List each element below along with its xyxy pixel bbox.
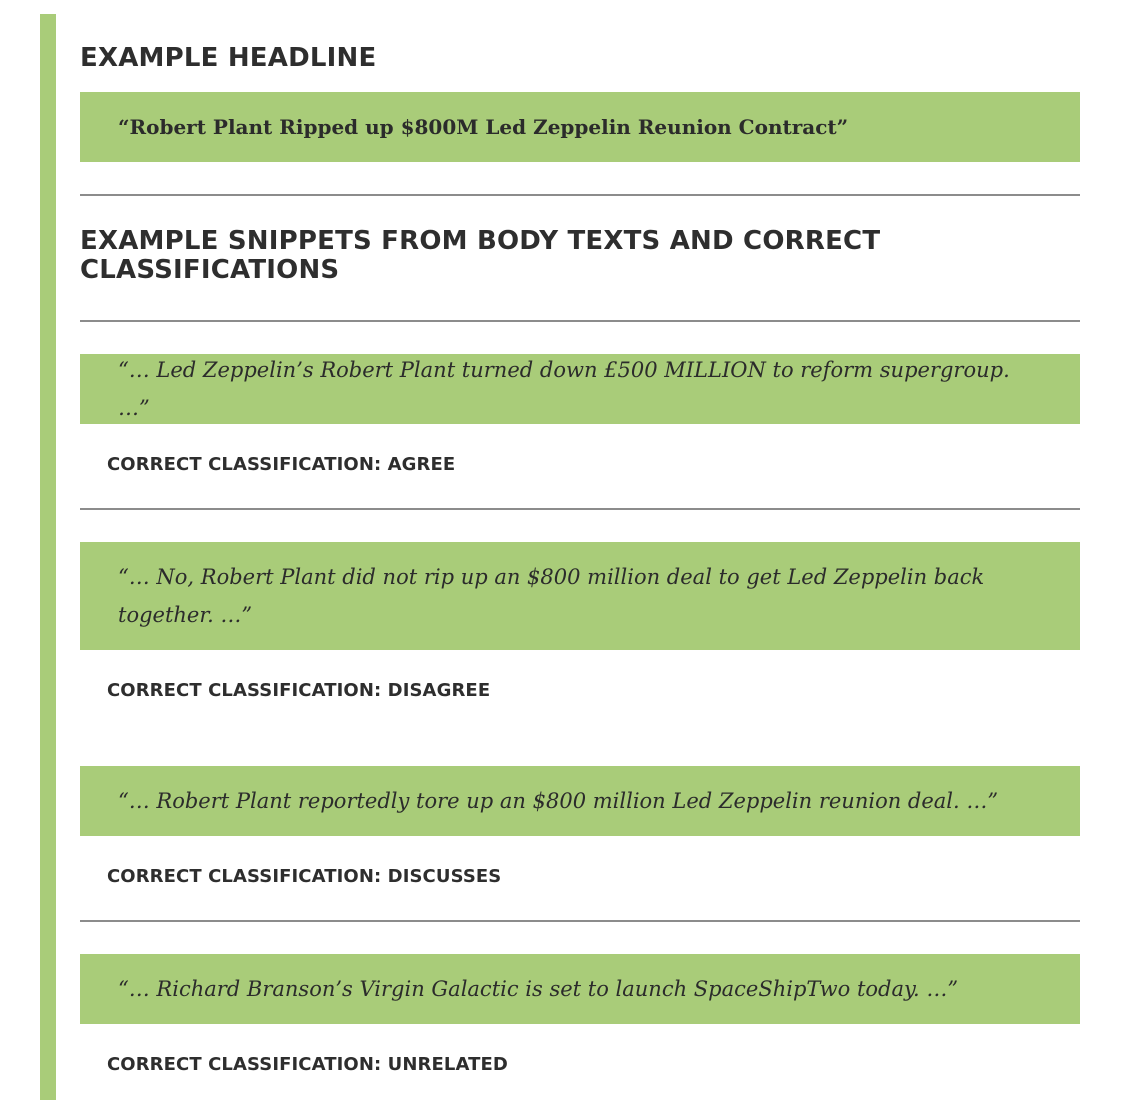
snippet-quote: “… No, Robert Plant did not rip up an $800 million deal to get Led Zeppelin back together. …” — [118, 565, 985, 627]
snippet-quote-box — [80, 354, 1080, 424]
snippet-quote-box — [80, 766, 1080, 836]
snippet-quote: “… Led Zeppelin’s Robert Plant turned down £500 MILLION to reform supergroup. …” — [118, 358, 1010, 420]
divider — [80, 194, 1080, 196]
divider — [80, 320, 1080, 322]
classification-label: CORRECT CLASSIFICATION: DISAGREE — [107, 680, 491, 701]
snippet-quote: “… Richard Branson’s Virgin Galactic is set to launch SpaceShipTwo today. …” — [118, 977, 959, 1001]
classification-label: CORRECT CLASSIFICATION: DISCUSSES — [107, 866, 502, 887]
snippet-quote-box — [80, 954, 1080, 1024]
divider — [80, 508, 1080, 510]
headline-quote-box — [80, 92, 1080, 162]
snippet-quote-box — [80, 542, 1080, 650]
divider — [80, 920, 1080, 922]
snippets-section-title: EXAMPLE SNIPPETS FROM BODY TEXTS AND CORRECT CLASSIFICATIONS — [80, 226, 881, 285]
headline-quote: “Robert Plant Ripped up $800M Led Zeppelin Reunion Contract” — [118, 115, 849, 139]
headline-section-title: EXAMPLE HEADLINE — [80, 43, 377, 73]
left-accent-bar — [40, 14, 56, 1100]
classification-label: CORRECT CLASSIFICATION: UNRELATED — [107, 1054, 508, 1075]
classification-label: CORRECT CLASSIFICATION: AGREE — [107, 454, 456, 475]
snippet-quote: “… Robert Plant reportedly tore up an $800 million Led Zeppelin reunion deal. …” — [118, 789, 999, 813]
